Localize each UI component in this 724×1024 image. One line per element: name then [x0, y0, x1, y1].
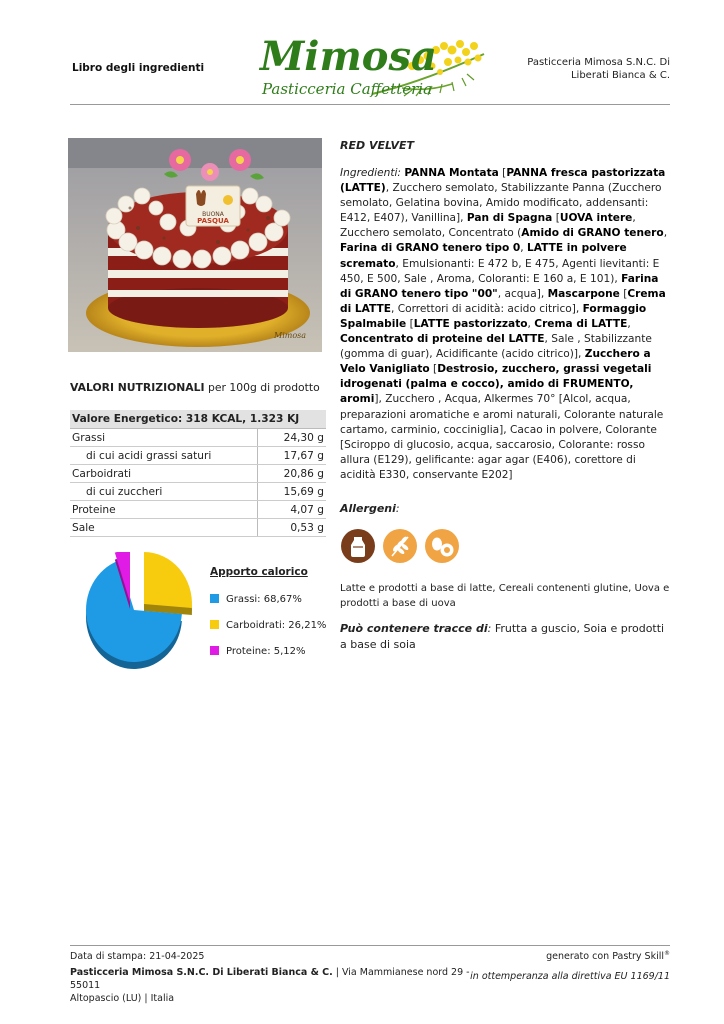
legend-item-carboidrati: Carboidrati: 26,21% — [210, 620, 326, 631]
milk-icon — [340, 528, 376, 564]
wheat-icon — [382, 528, 418, 564]
ingredient-bold: Amido di GRANO tenero — [521, 227, 664, 240]
table-row: Sale 0,53 g — [70, 519, 326, 537]
svg-text:PASQUA: PASQUA — [197, 217, 229, 225]
legend-swatch — [210, 646, 219, 655]
svg-text:BUONA: BUONA — [202, 211, 224, 218]
ingredient-bold: LATTE in polvere scremato — [340, 242, 627, 270]
ingredient-text: , — [520, 242, 528, 255]
ingredient-text: , Zucchero semolato, Stabilizzante Panna (Zucchero semolato, Gelatina bovina, Amido modificato, addensanti: E412, E407), Vanillina], — [340, 182, 662, 225]
energy-value: Valore Energetico: 318 KCAL, 1.323 KJ — [70, 410, 326, 429]
legend-item-grassi: Grassi: 68,67% — [210, 594, 302, 605]
eu-directive: in ottemperanza alla direttiva EU 1169/11 — [470, 971, 670, 982]
ingredient-text: , — [663, 227, 668, 240]
ingredient-bold: Pan di Spagna — [466, 212, 553, 225]
ingredients-text — [340, 166, 672, 483]
ingredient-text: , Sale , Stabilizzante (gomma di guar), Acidificante (acido citrico)], — [340, 333, 652, 361]
table-row: di cui acidi grassi saturi 17,67 g — [70, 447, 326, 465]
table-row: di cui zuccheri 15,69 g — [70, 483, 326, 501]
legend-swatch — [210, 594, 219, 603]
pie-slice-carboidrati — [144, 552, 192, 608]
ingredient-bold: UOVA intere — [559, 212, 633, 225]
ingredients-list — [340, 167, 667, 481]
ingredient-text: [ — [429, 363, 438, 376]
svg-text:Pasticceria Caffetteria: Pasticceria Caffetteria — [262, 80, 433, 98]
legend-item-proteine: Proteine: 5,12% — [210, 646, 306, 657]
document-title: Libro degli ingredienti — [72, 62, 205, 74]
ingredient-bold: Destrosio, zucchero, grassi vegetali idrogenati (palma e cocco), amido di FRUMENTO, aromi — [340, 363, 652, 406]
ingredient-bold: Mascarpone — [547, 287, 620, 300]
ingredient-bold: Farina di GRANO tenero tipo 0 — [340, 242, 521, 255]
ingredient-bold: Crema di LATTE — [340, 287, 666, 315]
header-divider — [70, 104, 670, 105]
nutrition-table — [70, 410, 326, 537]
ingredient-text: [ — [552, 212, 560, 225]
footer-address: Pasticceria Mimosa S.N.C. Di Liberati Bianca & C. | Via Mammianese nord 29 - 55011 Altopascio (LU) | Italia — [70, 967, 470, 1004]
ingredient-text: ], Zucchero , Acqua, Alkermes 70° [Alcol, acqua, preparazioni aromatiche e aromi naturali, Colorante naturale cartamo, carminio, cocciniglia], Cacao in polvere, Colorante [Sciroppo di glucosio, acqua, saccarosio, Colorante: rosso allura (E129), gelificante: agar agar (E406), corettore di acidità E330, conservante E202] — [340, 393, 664, 481]
calorie-pie-chart — [84, 552, 200, 676]
ingredient-text: , acqua], — [497, 287, 548, 300]
ingredient-bold: Zucchero a Velo Vanigliato — [340, 348, 651, 376]
table-row: Grassi 24,30 g — [70, 429, 326, 447]
generated-by: generato con Pastry Skill® — [546, 950, 670, 963]
table-row: Carboidrati 20,86 g — [70, 465, 326, 483]
ingredient-text: , Emulsionanti: E 472 b, E 475, Agenti lievitanti: E 450, E 500, Sale , Aroma, Coloranti: E 160 a, E 101), — [340, 257, 660, 285]
company-name: Pasticceria Mimosa S.N.C. Di Liberati Bianca & C. — [527, 57, 670, 81]
print-date: Data di stampa: 21-04-2025 — [70, 951, 205, 962]
ingredient-bold: Crema di LATTE — [534, 317, 628, 330]
ingredient-text: [ — [498, 167, 507, 179]
ingredient-bold: PANNA fresca pastorizzata (LATTE) — [340, 167, 666, 195]
ingredient-bold: Farina di GRANO tenero tipo "00" — [340, 272, 659, 300]
energy-row — [70, 410, 326, 429]
allergens-text: Latte e prodotti a base di latte, Cereali contenenti glutine, Uova e prodotti a base di uova — [340, 583, 670, 609]
ingredient-text: , Correttori di acidità: acido citrico], — [390, 302, 583, 315]
ingredient-text: , Zucchero semolato, Concentrato ( — [340, 212, 636, 240]
ingredients-label: Ingredienti: — [340, 167, 402, 179]
svg-text:Mimosa: Mimosa — [274, 331, 307, 340]
cake-photo — [68, 138, 322, 352]
allergens-title: Allergeni: — [340, 502, 400, 515]
ingredient-bold: LATTE pastorizzato — [413, 317, 528, 330]
ingredient-text: [ — [619, 287, 628, 300]
product-name: RED VELVET — [340, 139, 414, 152]
legend-swatch — [210, 620, 219, 629]
legend-title: Apporto calorico — [210, 566, 308, 578]
nutrition-title: VALORI NUTRIZIONALI per 100g di prodotto — [70, 381, 320, 394]
egg-icon — [424, 528, 460, 564]
footer-divider — [70, 945, 670, 946]
ingredient-text: , — [627, 317, 631, 330]
ingredient-bold: Formaggio Spalmabile — [340, 302, 647, 330]
ingredient-text: , — [527, 317, 535, 330]
ingredient-text: [ — [406, 317, 414, 330]
ingredient-bold: Concentrato di proteine del LATTE — [340, 333, 545, 346]
table-row: Proteine 4,07 g — [70, 501, 326, 519]
ingredient-bold: PANNA Montata — [404, 167, 499, 179]
svg-text:Mimosa: Mimosa — [260, 33, 437, 80]
traces-text: Può contenere tracce di: Frutta a guscio, Soia e prodotti a base di soia — [340, 622, 665, 651]
